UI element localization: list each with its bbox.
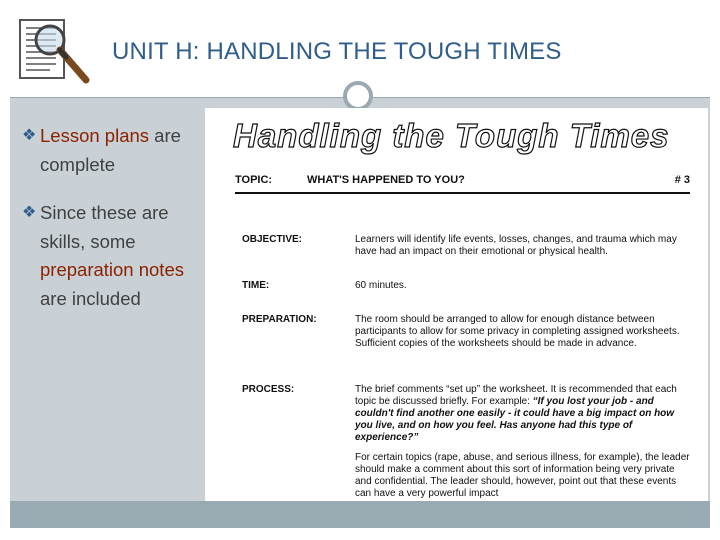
bullet-list <box>22 122 202 333</box>
time-label: TIME: <box>242 280 270 291</box>
topic-line <box>235 172 690 194</box>
preparation-text: The room should be arranged to allow for enough distance between participants to allow for some privacy in completing assigned worksheets. Sufficient copies of the worksheets should be made in advance. <box>355 314 680 349</box>
document-title: Handling the Tough Times <box>233 117 670 154</box>
objective-text: Learners will identify life events, losses, changes, and trauma which may have had an impact on their emotional or physical health. <box>355 234 677 257</box>
process-text <box>355 384 690 501</box>
bullet-highlight: preparation notes <box>40 259 184 280</box>
bullet-text: are included <box>40 287 141 309</box>
time-text: 60 minutes. <box>355 280 407 291</box>
bullet-highlight: Lesson plans <box>40 125 150 146</box>
lesson-plan-image <box>205 108 708 501</box>
bullet-item <box>22 122 202 179</box>
topic-text: WHAT'S HAPPENED TO YOU? <box>307 174 465 186</box>
bullet-text: are complete <box>40 125 181 175</box>
process-paragraph-1: The brief comments “set up” the worksheet. It is recommended that each topic be discussed briefly. For example: <box>355 384 677 407</box>
process-label: PROCESS: <box>242 384 295 395</box>
diamond-bullet-icon: ❖ <box>22 127 37 144</box>
bottom-bar <box>10 501 710 528</box>
magnifier-document-icon <box>16 14 96 98</box>
topic-label: TOPIC: <box>235 174 273 186</box>
topic-number: # 3 <box>674 174 690 186</box>
divider-ring-icon <box>343 81 373 111</box>
process-quote: “If you lost your job - and couldn't find another one easily - it could have a big impact on how you live, and on how you feel. Has anyone had this type of experience?” <box>355 396 675 443</box>
objective-label: OBJECTIVE: <box>242 234 303 245</box>
bullet-item <box>22 199 202 313</box>
slide-title: UNIT H: HANDLING THE TOUGH TIMES <box>112 38 562 65</box>
diamond-bullet-icon: ❖ <box>22 204 37 221</box>
preparation-label: PREPARATION: <box>242 314 317 325</box>
bullet-text: Since these are skills, some <box>40 202 169 252</box>
process-paragraph-2: For certain topics (rape, abuse, and serious illness, for example), the leader should make a comment about this sort of information being very private and confidential. The leader should, however, point out that these events can have a very powerful impact <box>355 452 690 499</box>
